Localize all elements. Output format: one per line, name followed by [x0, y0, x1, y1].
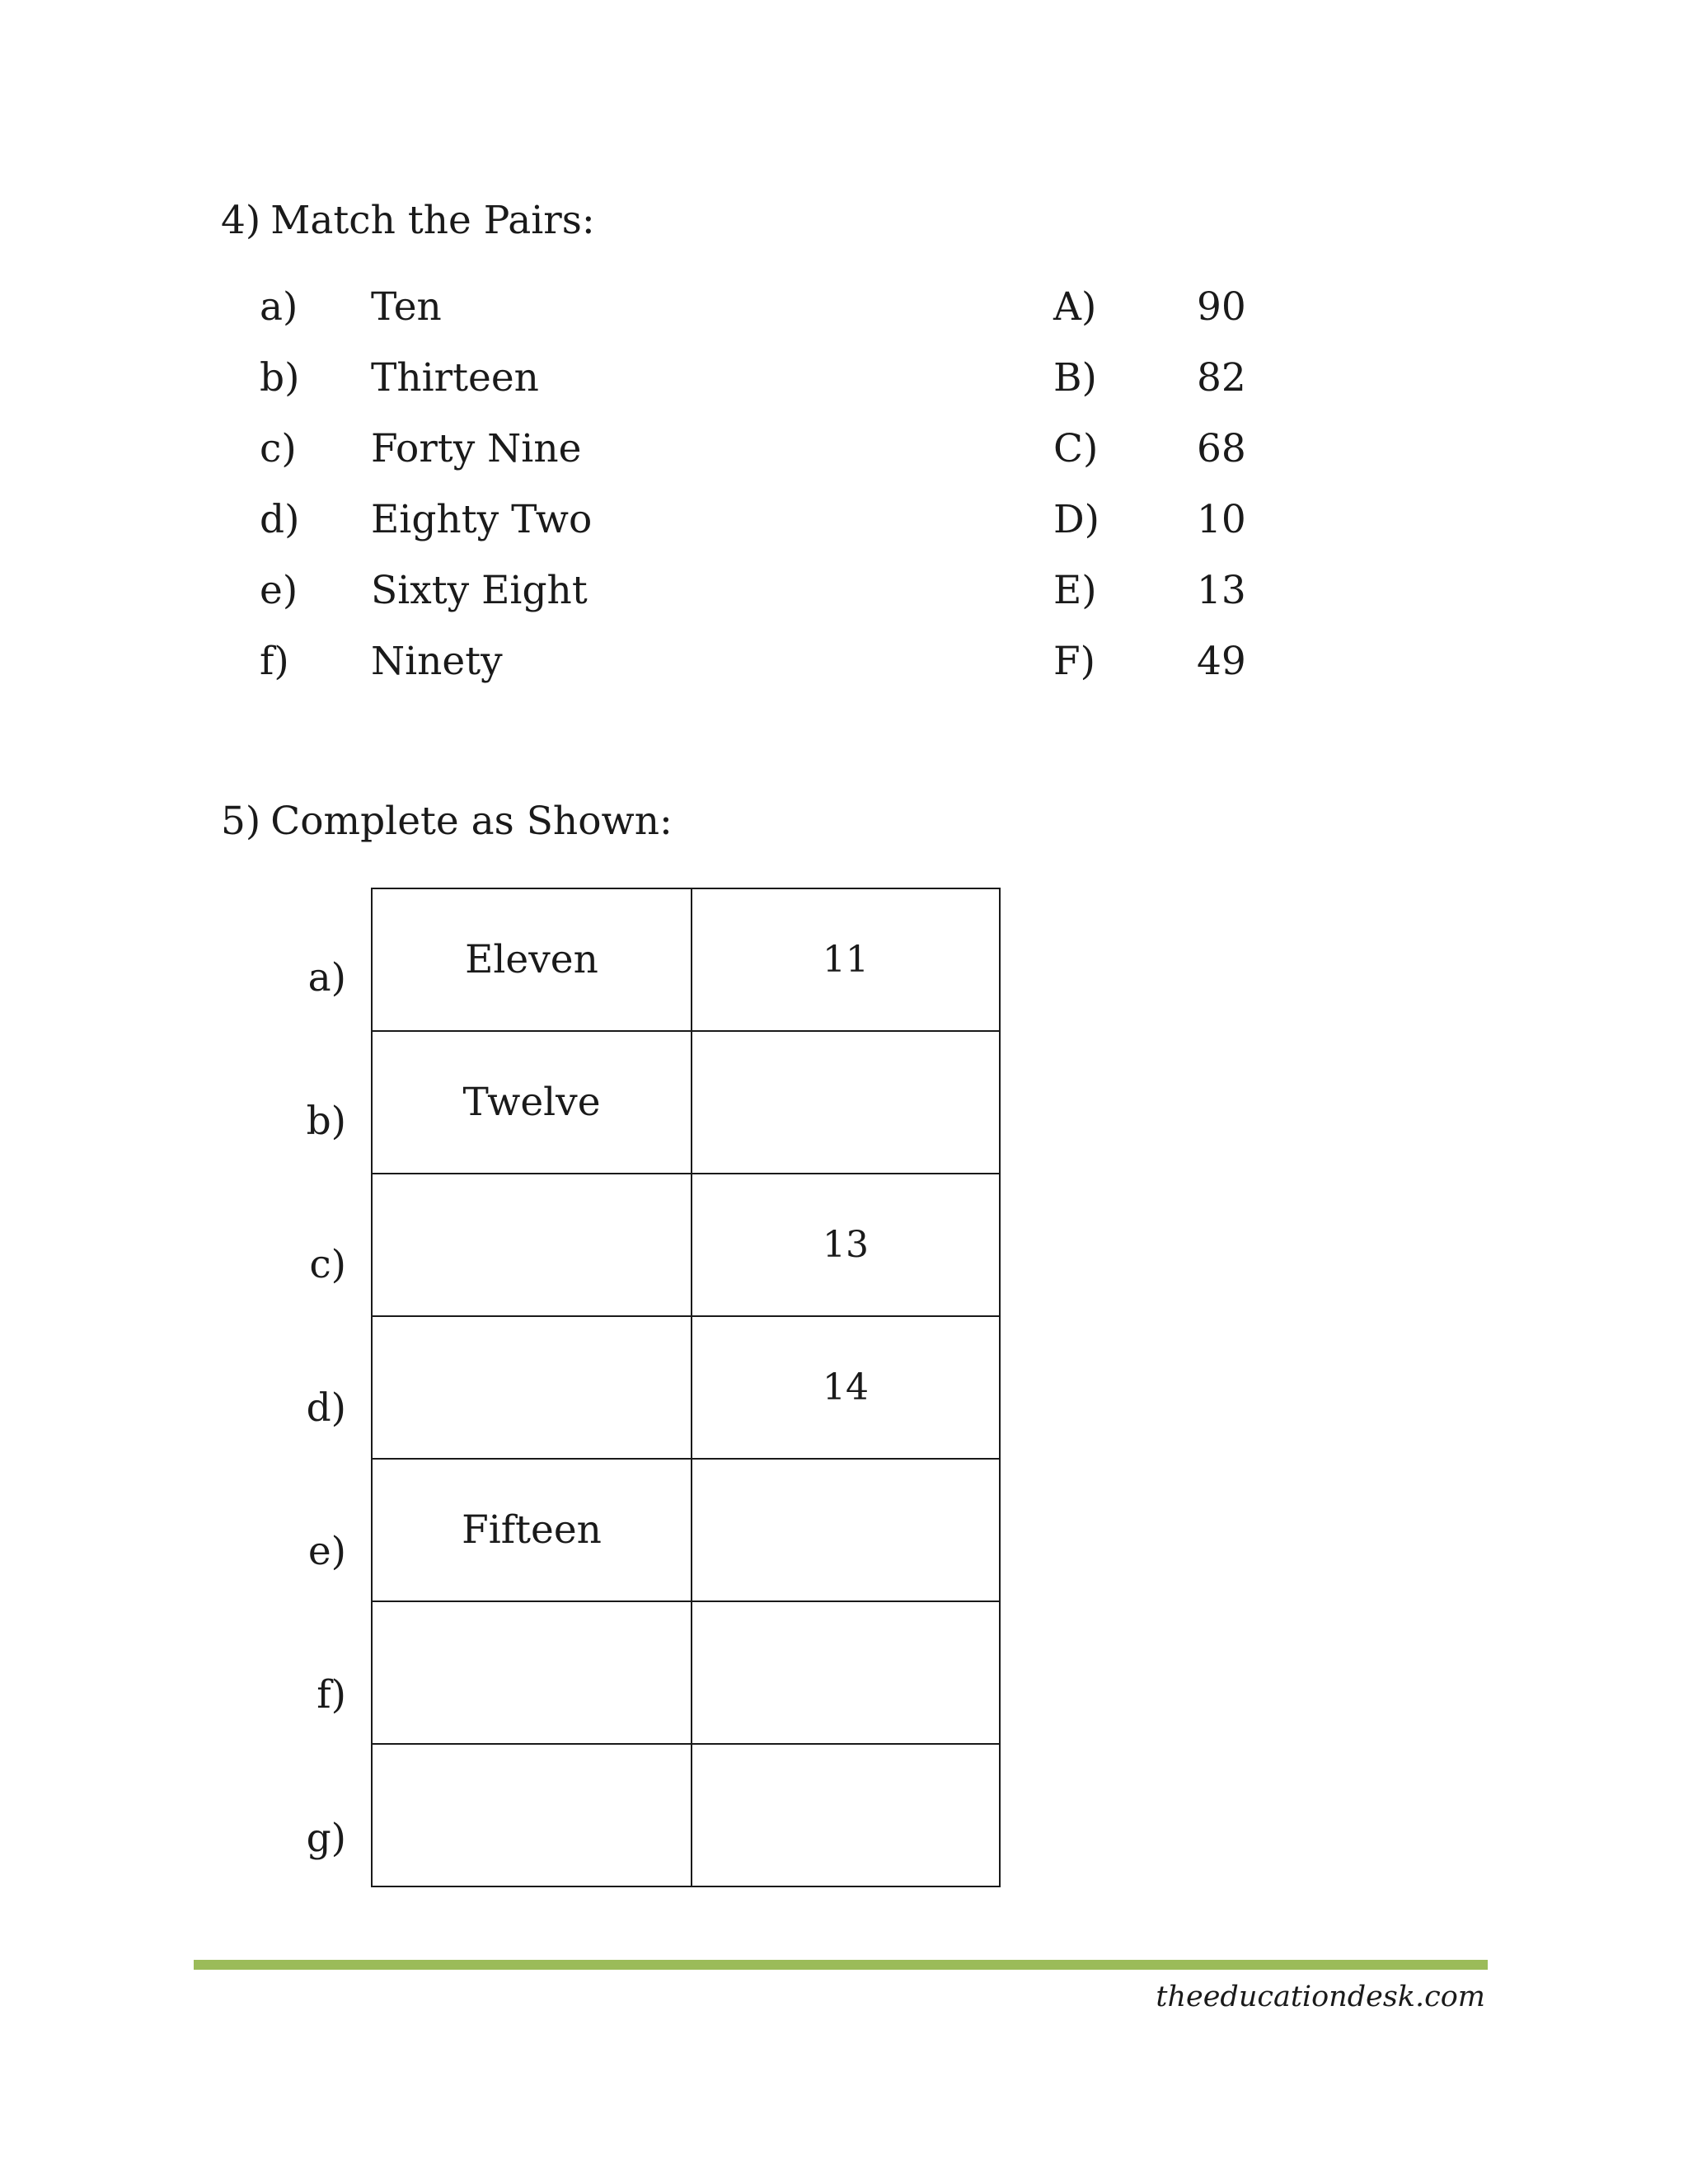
number-cell[interactable]: [692, 888, 1000, 1031]
match-left-label: a): [260, 284, 298, 330]
table-row-label: f): [316, 1672, 346, 1718]
table-row: [372, 1459, 1000, 1601]
complete-table: [371, 888, 1001, 1887]
match-left-text: Forty Nine: [371, 426, 582, 471]
match-left-text: Sixty Eight: [371, 568, 588, 613]
table-row: [372, 888, 1000, 1031]
match-left-label: c): [260, 426, 297, 471]
table-row: [372, 1316, 1000, 1459]
match-left-label: e): [260, 568, 298, 613]
table-row: [372, 1174, 1000, 1316]
number-cell[interactable]: [692, 1601, 1000, 1744]
word-cell-text: Twelve: [462, 1080, 601, 1125]
word-cell[interactable]: [372, 1174, 692, 1316]
question-4-heading: [221, 198, 595, 243]
question-4-title: Match the Pairs:: [270, 198, 595, 243]
match-right-label: B): [1053, 355, 1097, 401]
word-cell[interactable]: [372, 1031, 692, 1174]
match-left-text: Eighty Two: [371, 497, 593, 542]
footer-site-link[interactable]: theeducationdesk.com: [1156, 1980, 1485, 2013]
question-5-title: Complete as Shown:: [270, 799, 673, 844]
number-cell-text: 11: [823, 938, 869, 981]
table-row: [372, 1601, 1000, 1744]
number-cell-text: 13: [823, 1223, 869, 1266]
match-right-label: C): [1053, 426, 1099, 471]
match-left-text: Thirteen: [371, 355, 539, 401]
question-5-number: 5): [221, 799, 261, 844]
table-row: [372, 1031, 1000, 1174]
table-row-label: b): [306, 1099, 346, 1144]
table-row-label: a): [307, 955, 346, 1001]
word-cell[interactable]: [372, 1744, 692, 1886]
question-4-number: 4): [221, 198, 261, 243]
table-row-label: d): [306, 1385, 346, 1431]
number-cell[interactable]: [692, 1174, 1000, 1316]
match-left-label: f): [260, 639, 289, 684]
number-cell[interactable]: [692, 1031, 1000, 1174]
match-right-value: 49: [1197, 639, 1246, 684]
match-right-label: A): [1053, 284, 1097, 330]
number-cell[interactable]: [692, 1459, 1000, 1601]
match-right-label: D): [1053, 497, 1100, 542]
question-5-heading: [221, 799, 673, 844]
match-left-label: d): [260, 497, 300, 542]
match-right-value: 13: [1197, 568, 1246, 613]
number-cell[interactable]: [692, 1316, 1000, 1459]
word-cell-text: Eleven: [465, 937, 598, 982]
match-right-label: E): [1053, 568, 1097, 613]
table-row-label: c): [309, 1242, 346, 1287]
number-cell[interactable]: [692, 1744, 1000, 1886]
match-right-value: 82: [1197, 355, 1246, 401]
word-cell[interactable]: [372, 1459, 692, 1601]
table-row-label: e): [307, 1529, 346, 1574]
word-cell-text: Fifteen: [462, 1507, 602, 1553]
word-cell[interactable]: [372, 1316, 692, 1459]
footer-divider: [194, 1960, 1488, 1970]
match-left-text: Ninety: [371, 639, 503, 684]
table-row: [372, 1744, 1000, 1886]
match-right-value: 10: [1197, 497, 1246, 542]
match-left-text: Ten: [371, 284, 442, 330]
word-cell[interactable]: [372, 1601, 692, 1744]
table-row-label: g): [306, 1816, 346, 1861]
match-left-label: b): [260, 355, 300, 401]
word-cell[interactable]: [372, 888, 692, 1031]
match-right-label: F): [1053, 639, 1095, 684]
match-right-value: 68: [1197, 426, 1246, 471]
match-right-value: 90: [1197, 284, 1246, 330]
number-cell-text: 14: [823, 1366, 869, 1408]
